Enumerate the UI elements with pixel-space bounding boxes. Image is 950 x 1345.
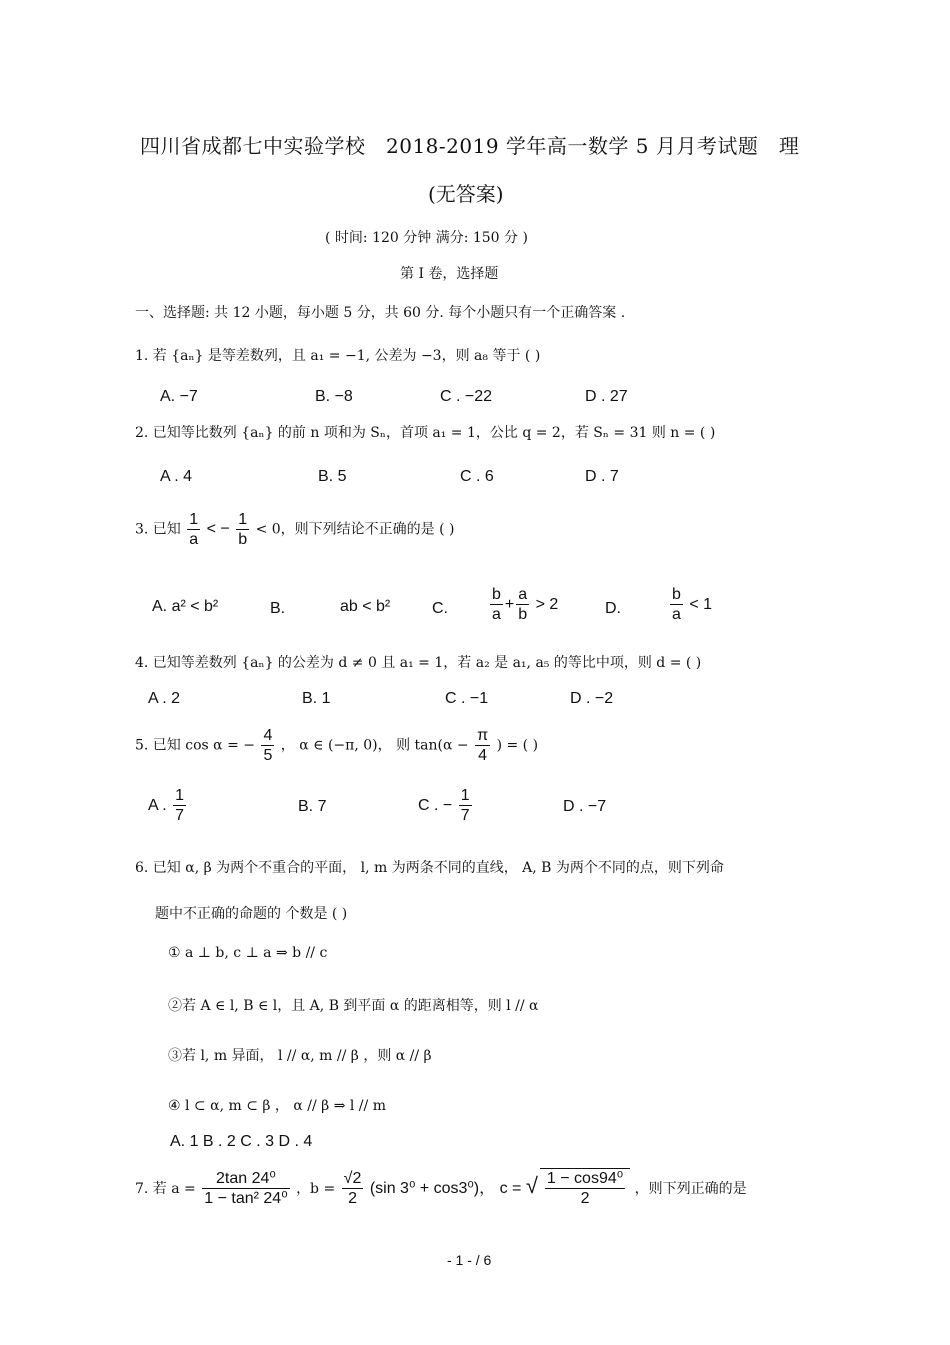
q7-b-numerator: √2 [342, 1169, 364, 1189]
q7-fraction-c [545, 1169, 625, 1208]
q3-c-f2-numerator: a [516, 585, 529, 605]
q3-option-d-label: D. [605, 600, 621, 617]
q3-f1-denominator: a [189, 531, 199, 549]
q7-suffix: ，则下列正确的是 [634, 1180, 747, 1197]
q2-option-d: D . 7 [585, 468, 619, 485]
q3-f1-numerator: 1 [187, 510, 200, 530]
q4-option-c: C . −1 [445, 690, 489, 707]
q5-option-a [148, 786, 188, 825]
q3-fraction-2 [236, 510, 249, 549]
q7-a-denominator: 1 − tan² 24⁰ [204, 1190, 288, 1208]
q3-f2-numerator: 1 [236, 510, 249, 530]
q5-a-label: A . [148, 796, 167, 814]
section-header: 一、选择题: 共 12 小题，每小题 5 分，共 60 分. 每个小题只有一个正确答案 . [135, 305, 626, 321]
q3-option-d-expr [668, 585, 712, 624]
q7-sqrt [540, 1168, 630, 1208]
q4-option-d: D . −2 [570, 690, 614, 707]
page-footer: - 1 - / 6 [447, 1252, 492, 1268]
q5-c-numerator: 1 [459, 786, 472, 806]
q5-a-numerator: 1 [173, 786, 186, 806]
q1-option-b: B. −8 [315, 388, 353, 405]
question-2-stem: 2. 已知等比数列 {aₙ} 的前 n 项和为 Sₙ，首项 a₁ = 1，公比 q = 2，若 Sₙ = 31 则 n = ( ) [135, 425, 716, 441]
q3-option-a: A. a² < b² [152, 598, 219, 615]
q5-fraction-cos [261, 726, 274, 765]
q3-option-b-expr: ab < b² [340, 598, 391, 615]
q7-b-expr: (sin 3⁰ + cos3⁰)， c = [369, 1179, 522, 1197]
q2-option-a: A . 4 [160, 468, 193, 485]
q3-d-denominator: a [672, 606, 681, 624]
q7-fraction-a [202, 1169, 289, 1208]
q7-b-part: ，b = [296, 1180, 336, 1197]
q4-option-a: A . 2 [148, 690, 181, 707]
question-1-stem: 1. 若 {aₙ} 是等差数列，且 a₁ = −1, 公差为 −3，则 a₈ 等于 ( ) [135, 348, 541, 364]
question-4-stem: 4. 已知等差数列 {aₙ} 的公差为 d ≠ 0 且 a₁ = 1，若 a₂ 是 a₁, a₅ 的等比中项，则 d = ( ) [135, 655, 702, 671]
q7-a-numerator: 2tan 24⁰ [202, 1169, 289, 1189]
q5-cos-numerator: 4 [261, 726, 274, 746]
q7-c-denominator: 2 [580, 1190, 590, 1208]
q3-option-c-label: C. [432, 600, 448, 617]
q3-c-fraction-1 [490, 585, 503, 624]
q3-d-numerator: b [670, 585, 683, 605]
q5-c-label: C . − [418, 796, 453, 814]
q2-option-b: B. 5 [318, 468, 347, 485]
q3-d-fraction [670, 585, 683, 624]
exam-info: ( 时间: 120 分钟 满分: 150 分 ) [325, 230, 528, 246]
q7-prefix: 7. 若 a = [135, 1180, 196, 1197]
q1-option-d: D . 27 [585, 388, 628, 405]
q5-suffix: ) = ( ) [496, 737, 539, 754]
q5-option-b: B. 7 [298, 798, 327, 815]
q3-c-f2-denominator: b [518, 606, 528, 624]
q3-suffix: < 0，则下列结论不正确的是 ( ) [255, 521, 455, 538]
q5-c-denominator: 7 [460, 807, 470, 825]
q5-pi-numerator: π [475, 726, 490, 746]
q5-option-d: D . −7 [563, 798, 607, 815]
q7-b-denominator: 2 [348, 1190, 357, 1208]
q5-c-fraction [459, 786, 472, 825]
q3-d-tail: < 1 [689, 595, 713, 613]
q3-c-fraction-2 [516, 585, 529, 624]
q1-option-a: A. −7 [160, 388, 198, 405]
page-title: 四川省成都七中实验学校 2018-2019 学年高一数学 5 月月考试题 理 [140, 134, 800, 158]
q5-option-c [418, 786, 474, 825]
question-3-stem: 3. 已知 $\frac{1}{a}$ < − $\frac{1}{b}$ < 0，则下列结论不正确的是 ( ) [135, 511, 455, 549]
q7-fraction-b [342, 1169, 364, 1208]
q3-c-tail: > 2 [535, 595, 559, 613]
part-title: 第 I 卷，选择题 [400, 266, 499, 282]
q7-c-numerator: 1 − cos94⁰ [545, 1169, 625, 1189]
q5-fraction-pi [475, 726, 490, 765]
q6-statement-1: ① a ⊥ b, c ⊥ a ⇒ b // c [168, 945, 328, 961]
q3-prefix: 3. 已知 [135, 521, 181, 538]
q5-a-denominator: 7 [175, 807, 185, 825]
q6-statement-3: ③若 l, m 异面， l // α, m // β ，则 α // β [168, 1048, 432, 1064]
page-subtitle: (无答案) [428, 182, 504, 206]
q6-statement-2: ②若 A ∈ l, B ∈ l，且 A, B 到平面 α 的距离相等，则 l // α [168, 998, 539, 1014]
q6-options: A. 1 B . 2 C . 3 D . 4 [170, 1133, 313, 1150]
q3-c-f1-numerator: b [490, 585, 503, 605]
q1-option-c: C . −22 [440, 388, 493, 405]
q5-prefix: 5. 已知 cos α = − [135, 737, 255, 754]
q2-option-c: C . 6 [460, 468, 494, 485]
q3-option-c-expr: $\frac{b}{a}$ + $\frac{a}{b}$ > 2 [492, 586, 559, 624]
question-6-stem-line1: 6. 已知 α, β 为两个不重合的平面， l, m 为两条不同的直线， A, B 为两个不同的点，则下列命 [135, 860, 724, 876]
q6-statement-4: ④ l ⊂ α, m ⊂ β ， α // β ⇒ l // m [168, 1098, 386, 1114]
q3-option-b-label: B. [270, 600, 286, 617]
question-7-stem: 7. 若 a = $\frac{\text{2tan 24⁰}}{\text{1 − tan² 24⁰}}$ ，b = $\frac{√2}{2}$ (sin 3⁰ + cos3⁰)， c = √ $\frac{\text{1 − cos94⁰}}{2}$ ，则下列正确的是 [135, 1170, 747, 1208]
q5-pi-denominator: 4 [478, 747, 488, 765]
q5-mid: ， α ∈ (−π, 0)， 则 tan(α − [280, 737, 469, 754]
q3-f2-denominator: b [238, 531, 248, 549]
q4-option-b: B. 1 [302, 690, 331, 707]
q3-c-f1-denominator: a [492, 606, 501, 624]
q5-cos-denominator: 5 [263, 747, 273, 765]
question-6-stem-line2: 题中不正确的命题的 个数是 ( ) [155, 906, 348, 922]
q5-a-fraction [173, 786, 186, 825]
question-5-stem [135, 726, 538, 765]
q3-fraction-1 [187, 510, 200, 549]
